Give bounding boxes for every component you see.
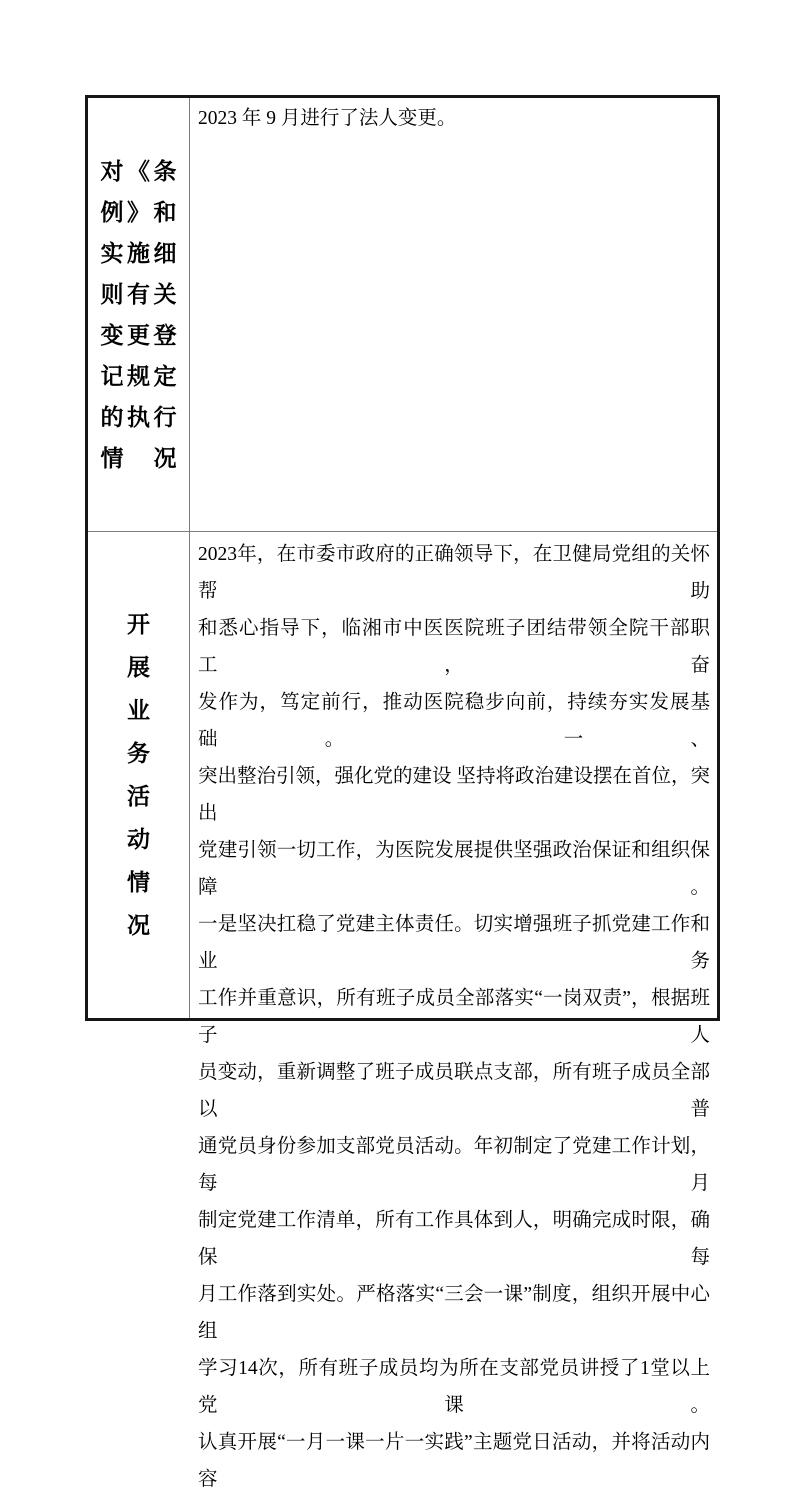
header-line: 况 — [127, 913, 150, 938]
content-line: 发作为，笃定前行，推动医院稳步向前，持续夯实发展基础。 一、 — [198, 692, 710, 750]
header-line: 活 — [127, 784, 150, 809]
content-line: 突出整治引领，强化党的建设 坚持将政治建设摆在首位，突出 — [198, 766, 710, 824]
content-line: 和悉心指导下，临湘市中医医院班子团结带领全院干部职工，奋 — [198, 618, 710, 676]
header-line: 开 — [127, 612, 150, 637]
content-line: 2023年，在市委市政府的正确领导下，在卫健局党组的关怀帮助 — [198, 544, 710, 602]
business-activities-content-cell — [190, 532, 717, 1490]
content-line: 制定党建工作清单，所有工作具体到人，明确完成时限，确保每 — [198, 1210, 710, 1268]
header-line: 情况 — [100, 445, 177, 471]
header-line: 务 — [127, 741, 150, 766]
change-registration-text: 2023 年 9 月进行了法人变更。 — [198, 108, 457, 129]
content-line: 月工作落到实处。严格落实“三会一课”制度，组织开展中心组 — [198, 1284, 710, 1342]
header-line: 实施细 — [100, 240, 177, 266]
header-line: 则有关 — [100, 281, 177, 307]
header-line: 业 — [127, 698, 150, 723]
header-line: 情 — [127, 870, 150, 895]
content-line: 通党员身份参加支部党员活动。年初制定了党建工作计划，每月 — [198, 1136, 710, 1194]
content-line: 工作并重意识，所有班子成员全部落实“一岗双责”，根据班子人 — [198, 988, 710, 1046]
content-line: 学习14次，所有班子成员均为所在支部党员讲授了1堂以上党课。 — [198, 1358, 710, 1416]
header-line: 记规定 — [100, 363, 177, 389]
table-row-change-registration — [88, 98, 717, 532]
content-line: 一是坚决扛稳了党建主体责任。切实增强班子抓党建工作和业务 — [198, 914, 710, 972]
content-line: 党建引领一切工作，为医院发展提供坚强政治保证和组织保障。 — [198, 840, 710, 898]
header-line: 动 — [127, 827, 150, 852]
header-line: 展 — [127, 655, 150, 680]
header-line: 变更登 — [100, 322, 177, 348]
row-header-change-registration — [88, 98, 190, 531]
header-line: 对《条 — [100, 158, 177, 184]
registration-report-table — [85, 95, 720, 1490]
table-row-business-activities — [88, 532, 717, 1490]
content-line: 员变动，重新调整了班子成员联点支部，所有班子成员全部以普 — [198, 1062, 710, 1120]
row-header-business-activities — [88, 532, 190, 1018]
header-line: 例》和 — [100, 199, 177, 225]
change-registration-content-cell — [190, 98, 717, 531]
header-line: 的执行 — [100, 404, 177, 430]
content-line: 认真开展“一月一课一片一实践”主题党日活动，并将活动内容 — [198, 1432, 710, 1490]
